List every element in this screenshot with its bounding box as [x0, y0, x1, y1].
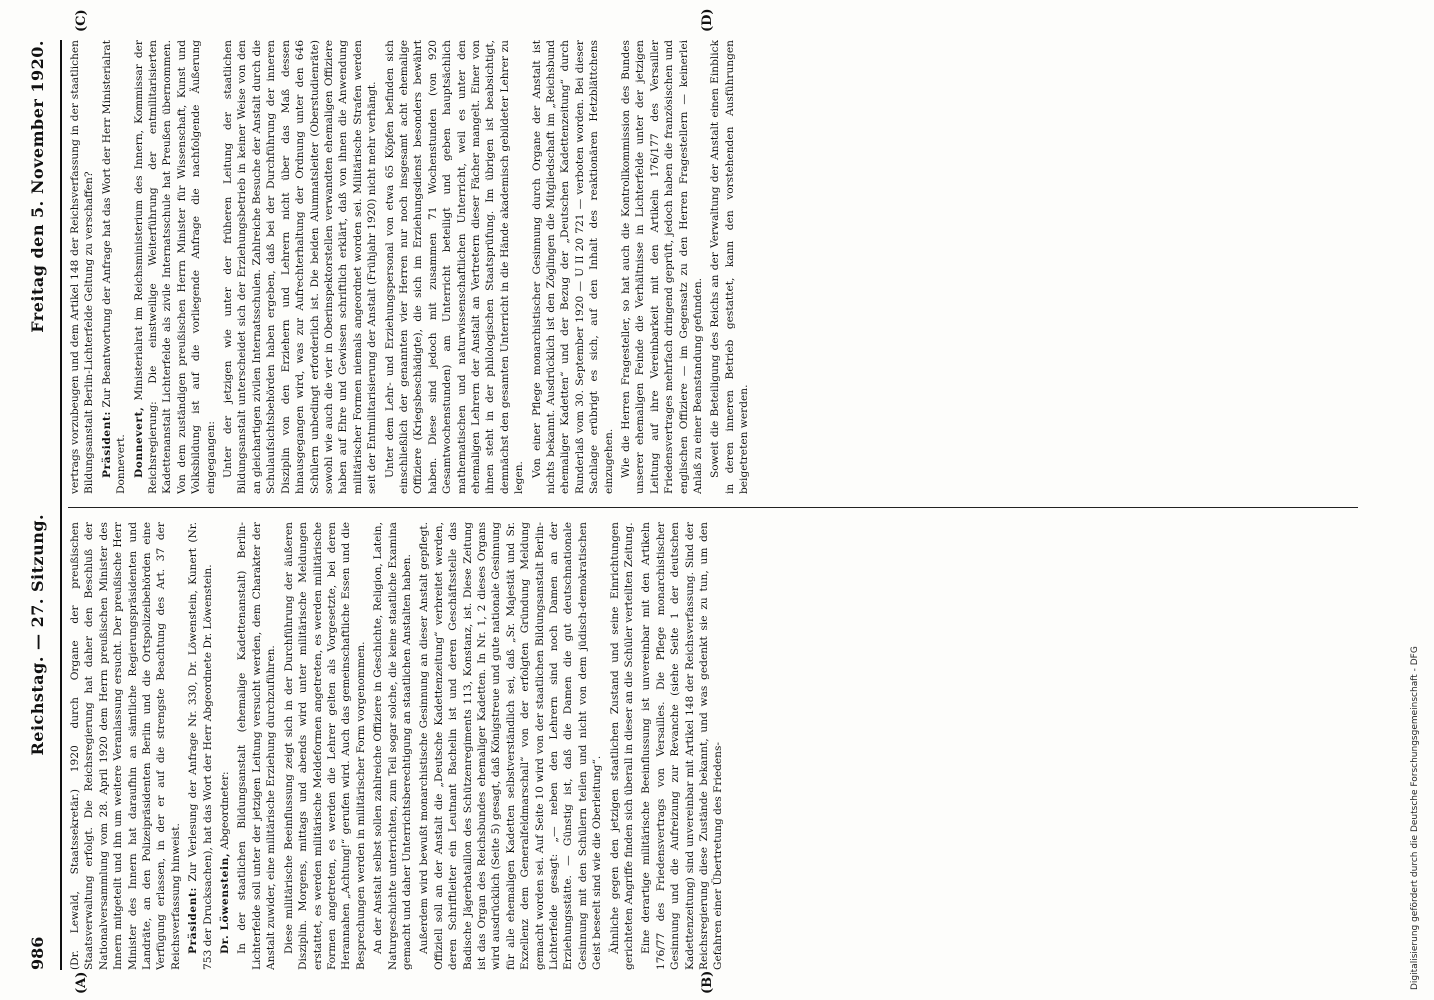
- paragraph: (Dr. Lewald, Staatssekretär.) 1920 durch Organe der preußischen Staatsverwaltung erfolgt. Die Reichsregierung hat daher den Beschluß der Nationalversammlung vom 28. April 1920 dem Herrn preußischen Minister des Innern mitgeteilt und ihn um weitere Veranlassung ersucht. Der preußische Herr Minister des Innern hat daraufhin an sämtliche Regierungspräsidenten und Landräte, an den Polizeipräsidenten Berlin und die Ortspolizeibehörden eine Verfügung erlassen, in der er auf die strengste Beachtung des Art. 37 der Reichsverfassung hinweist.: [69, 522, 182, 970]
- paragraph: Von einer Pflege monarchistischer Gesinnung durch Organe der Anstalt ist nichts bekannt. Ausdrücklich ist den Zöglingen die Mitgliedschaft im „Reichsbund ehemaliger Kadetten“ und der Bezug der „Deutschen Kadettenzeitung“ durch Runderlaß vom 30. September 1920 — U II 20 721 — verboten worden. Bei dieser Sachlage erübrigt es sich, auf den Inhalt des reaktionären Hetzblättchens einzugehen.: [530, 40, 615, 494]
- header-left-title: Reichstag. — 27. Sitzung.: [28, 513, 47, 756]
- paragraph: Diese militärische Beeinflussung zeigt sich in der Durchführung der äußeren Disziplin. Morgens, mittags und abends wird unter militärische Meldungen erstattet, es werden militärische Meldeformen angetreten, es werden militärische Formen angetreten, es werden die Lehrer gelten als Vorgesetzte, bei deren Herannahen „Achtung!“ gerufen wird. Auch das gemeinschaftliche Essen und die Besprechungen werden in militärischer Form vorgenommen.: [282, 522, 367, 970]
- paragraph: [186, 522, 215, 970]
- paragraph: Außerdem wird bewußt monarchistische Gesinnung an dieser Anstalt gepflegt. Offiziell soll an der Anstalt die „Deutsche Kadettenzeitung“ verbreitet werden, deren Schriftleiter ein Leutnant Bachelin ist und deren Geschäftsstelle das Badische Jägerbataillon des Schützenregiments 113, Konstanz, ist. Diese Zeitung ist das Organ des Reichsbundes ehemaliger Kadetten. In Nr. 1, 2 dieses Organs wird ausdrücklich (Seite 5) gesagt, daß Königstreue und gute nationale Gesinnung für alle ehemaligen Kadetten selbstverständlich sei, daß „Sr. Majestät und Sr. Exzellenz dem Generalfeldmarschall“ von der erfolgten Gründung Meldung gemacht worden sei. Auf Seite 10 wird von der staatlichen Bildungsanstalt Berlin-Lichterfelde gesagt: „— neben den Lehrern sind noch Damen an der Erziehungsstätte. — Günstig ist, daß die Damen die gut deutschnationale Gesinnung mit den Schülern teilen und nicht von dem jüdisch-demokratischen Geist beseelt sind wie die Oberleitung“.: [418, 522, 604, 970]
- paragraph: In der staatlichen Bildungsanstalt (ehemalige Kadettenanstalt) Berlin-Lichterfelde soll unter der jetzigen Leitung versucht werden, dem Charakter der Anstalt zuwider, eine militärische Erziehung durchzuführen.: [236, 522, 278, 970]
- paragraph: vertrags vorzubeugen und dem Artikel 148 der Reichsverfassung in der staatlichen Bildungsanstalt Berlin-Lichterfelde Geltung zu verschaffen?: [69, 40, 96, 494]
- left-column: [68, 522, 1368, 970]
- speaker-name: Präsident:: [187, 886, 200, 954]
- paragraph-text: Ministerialrat im Reichsministerium des Innern, Kommissar der Reichsregierung: Die einstweilige Weiterführung der entmilitarisierten Kadettenanstalt Lichterfelde als zivile Internatsschule hat Preußen übernommen. Von dem zuständigen preußischen Herrn Minister für Wissenschaft, Kunst und Volksbildung ist auf die vorliegende Anfrage die nachfolgende Äußerung eingegangen:: [132, 40, 217, 494]
- paragraph: Unter der jetzigen wie unter der früheren Leitung der staatlichen Bildungsanstalt unterscheidet sich der Erziehungsbetrieb in keiner Weise von den an gleichartigen zivilen Internatsschulen. Zahlreiche Besuche der Anstalt durch die Schulaufsichtsbehörden haben ergeben, daß bei der Durchführung der inneren Disziplin von den Erziehern und Lehrern nicht über das Maß dessen hinausgegangen wird, was zur Aufrechterhaltung der Ordnung unter den 646 Schülern unbedingt erforderlich ist. Die beiden Alumnatsleiter (Oberstudienräte) sowohl wie auch die vier in Oberinspektorstellen verwandten ehemaligen Offiziere haben auf Ehre und Gewissen schriftlich erklärt, daß von ihnen die Anwendung militärischer Formen niemals angeordnet worden sei. Militärische Strafen werden seit der Entmilitarisierung der Anstalt (Frühjahr 1920) nicht mehr verhängt.: [222, 40, 379, 494]
- paragraph: Eine derartige militärische Beeinflussung ist unvereinbar mit den Artikeln 176/77 des Friedensvertrags von Versailles. Die Pflege monarchistischer Gesinnung und die Aufreizung zur Revanche (siehe Seite 1 der deutschen Kadettenzeitung) sind unvereinbar mit Artikel 148 der Reichsverfassung. Sind der Reichsregierung diese Zustände bekannt, und was gedenkt sie zu tun, um den Gefahren einer Übertretung des Friedens-: [640, 522, 725, 970]
- paragraph-text: Zur Verlesung der Anfrage Nr. 330, Dr. Löwenstein, Kunert (Nr. 753 der Drucksachen), hat das Wort der Herr Abgeordnete Dr. Löwenstein.: [187, 522, 214, 970]
- speaker-role: Abgeordneter:: [219, 771, 232, 850]
- dfg-credit: [1410, 10, 1428, 990]
- paragraph: Soweit die Beteiligung des Reichs an der Verwaltung der Anstalt einen Einblick in deren inneren Betrieb gestattet, kann den vorstehenden Ausführungen beigetreten werden.: [709, 40, 751, 494]
- margin-mark-d: (D): [700, 8, 715, 32]
- credit-text: Digitalisierung gefördert durch die Deutsche Forschungsgemeinschaft - DFG: [1410, 646, 1420, 990]
- paragraph: [100, 40, 129, 494]
- header-date: Freitag den 5. November 1920.: [28, 40, 47, 333]
- paragraph-text: Zur Beantwortung der Anfrage hat das Wort der Herr Ministerialrat Donnevert.: [100, 40, 128, 494]
- speaker-name: Dr. Löwenstein,: [219, 852, 232, 954]
- right-column: [68, 40, 1368, 494]
- paragraph: Wie die Herren Fragesteller, so hat auch die Kontrollkommission des Bundes unserer ehemaligen Feinde die Verhältnisse in Lichterfelde unter der jetzigen Leitung auf ihre Vereinbarkeit mit den Artikeln 176/177 des Versailler Friedensvertrages mehrfach dringend geprüft, jedoch haben die französischen und englischen Offiziere — im Gegensatz zu den Herren Fragestellern — keinerlei Anlaß zu einer Beanstandung gefunden.: [620, 40, 705, 494]
- column-divider: [68, 507, 1358, 508]
- paragraph: [132, 40, 218, 494]
- paragraph: Ähnliche gegen den jetzigen staatlichen Zustand und seine Einrichtungen gerichteten Angriffe finden sich überall in dieser an die Schüler verteilten Zeitung.: [608, 522, 636, 970]
- margin-mark-c: (C): [74, 9, 89, 32]
- margin-mark-b: (B): [700, 970, 715, 994]
- margin-mark-a: (A): [74, 971, 89, 994]
- speaker-name: Donnevert,: [132, 406, 145, 478]
- paragraph: [218, 522, 232, 970]
- page-number: 986: [28, 936, 47, 970]
- page-header: [28, 40, 62, 970]
- speaker-name: Präsident:: [100, 410, 113, 478]
- paragraph: Unter dem Lehr- und Erziehungspersonal von etwa 65 Köpfen befinden sich einschließlich der genannten vier Herren nur noch insgesamt acht ehemalige Offiziere (Kriegsbeschädigte), die sich im Erziehungsdienst besonders bewährt haben. Diese sind jedoch mit zusammen 71 Wochenstunden (von 920 Gesamtwochenstunden) am Unterricht beteiligt und geben hauptsächlich mathematischen und naturwissenschaftlichen Unterricht, weil es unter den ehemaligen Lehrern der Anstalt an Vertretern dieser Fächer mangelt. Einer von ihnen steht in der philologischen Staatsprüfung. Im übrigen ist beabsichtigt, demnächst den gesamten Unterricht in die Hände akademisch gebildeter Lehrer zu legen.: [383, 40, 526, 494]
- paragraph: An der Anstalt selbst sollen zahlreiche Offiziere in Geschichte, Religion, Latein, Naturgeschichte unterrichten, zum Teil sogar solche, die keine staatliche Examina gemacht und daher Unterrichtsberechtigung an staatlichen Anstalten haben.: [372, 522, 413, 970]
